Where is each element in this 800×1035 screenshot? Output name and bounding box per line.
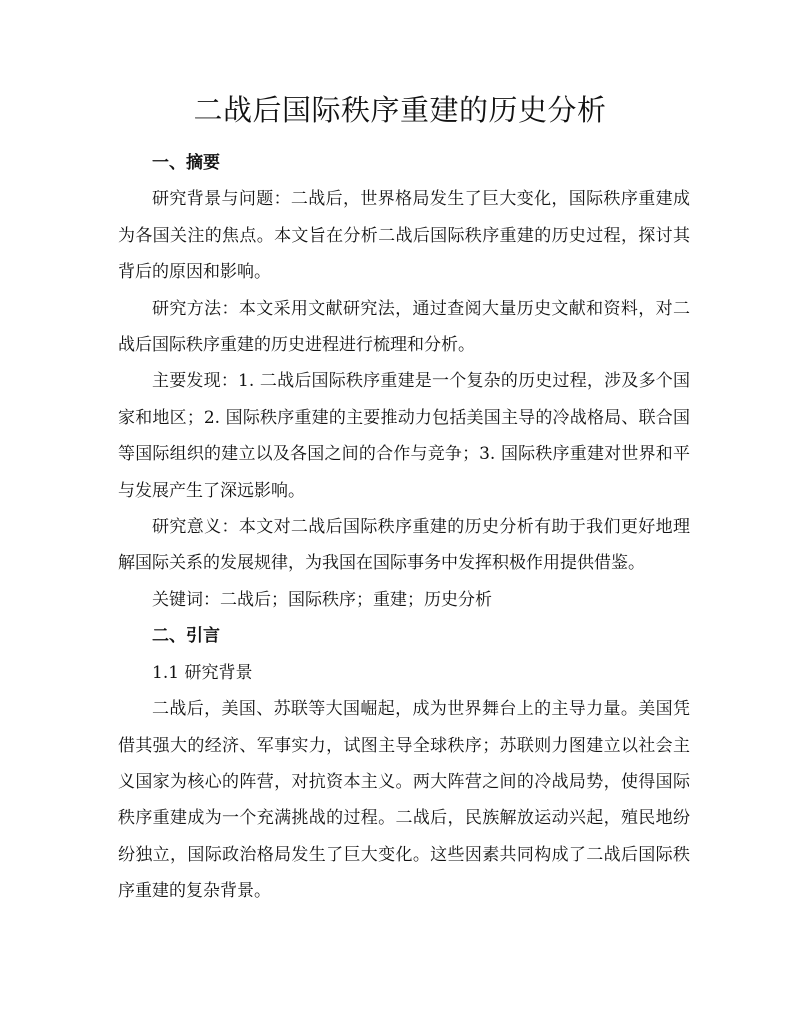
abstract-heading: 一、摘要 <box>152 153 220 173</box>
keywords-line: 关键词：二战后；国际秩序；重建；历史分析 <box>152 589 492 610</box>
subsection-heading: 1.1 研究背景 <box>152 662 253 683</box>
background-paragraph: 研究背景与问题：二战后，世界格局发生了巨大变化，国际秩序重建成为各国关注的焦点。本文旨在分析二战后国际秩序重建的历史过程，探讨其背后的原因和影响。 <box>118 189 690 283</box>
document-body <box>118 145 690 910</box>
context-paragraph: 二战后，美国、苏联等大国崛起，成为世界舞台上的主导力量。美国凭借其强大的经济、军事实力，试图主导全球秩序；苏联则力图建立以社会主义国家为核心的阵营，对抗资本主义。两大阵营之间的冷战局势，使得国际秩序重建成为一个充满挑战的过程。二战后，民族解放运动兴起，殖民地纷纷独立，国际政治格局发生了巨大变化。这些因素共同构成了二战后国际秩序重建的复杂背景。 <box>118 699 690 902</box>
significance-paragraph: 研究意义：本文对二战后国际秩序重建的历史分析有助于我们更好地理解国际关系的发展规律，为我国在国际事务中发挥积极作用提供借鉴。 <box>118 517 690 574</box>
findings-paragraph: 主要发现：1. 二战后国际秩序重建是一个复杂的历史过程，涉及多个国家和地区；2. 国际秩序重建的主要推动力包括美国主导的冷战格局、联合国等国际组织的建立以及各国之间的合作与竞争；3. 国际秩序重建对世界和平与发展产生了深远影响。 <box>118 371 690 501</box>
method-paragraph: 研究方法：本文采用文献研究法，通过查阅大量历史文献和资料，对二战后国际秩序重建的历史进程进行梳理和分析。 <box>118 298 690 356</box>
document-title: 二战后国际秩序重建的历史分析 <box>193 93 607 127</box>
intro-heading: 二、引言 <box>152 626 220 647</box>
